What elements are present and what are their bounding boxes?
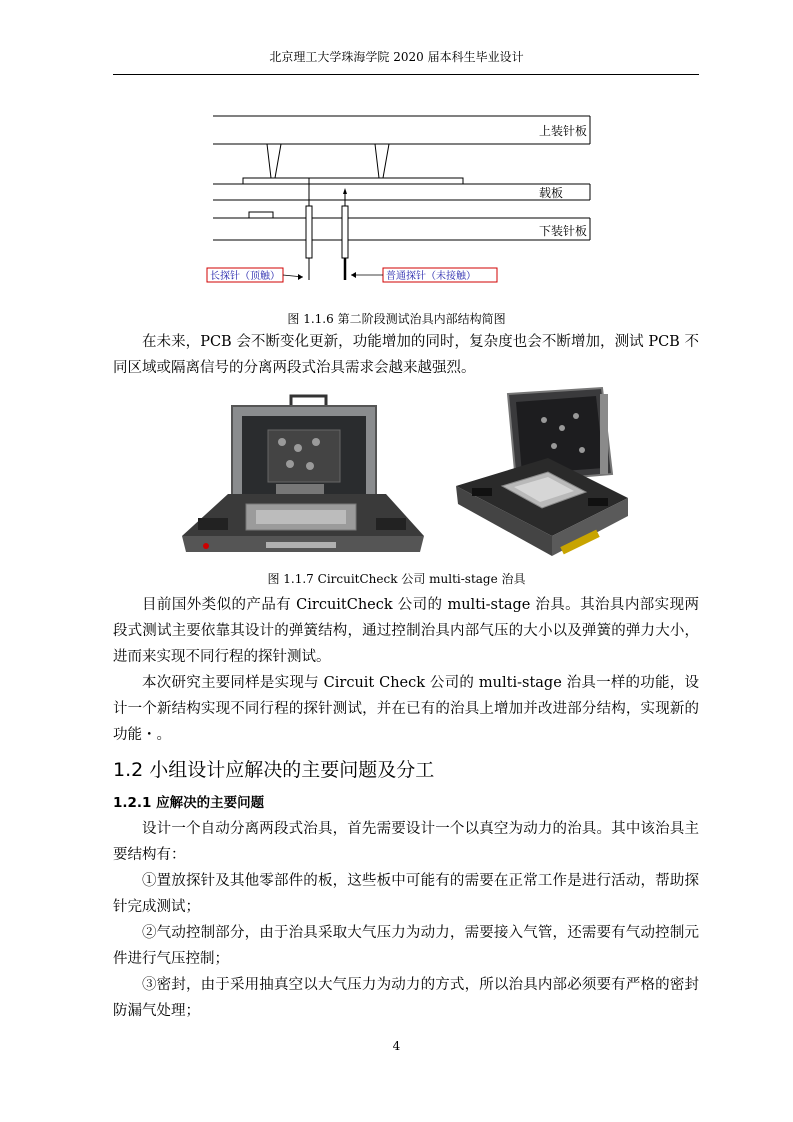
- label-normal-probe: 普通探针（未接触）: [386, 271, 476, 282]
- fixture-structure-diagram: [205, 108, 597, 288]
- paragraph-1: 在未来，PCB 会不断变化更新，功能增加的同时，复杂度也会不断增加，测试 PCB 不同区域或隔离信号的分离两段式治具需求会越来越强烈。: [113, 334, 699, 376]
- paragraph-5: ①置放探针及其他零部件的板，这些板中可能有的需要在正常工作是进行活动，帮助探针完成测试；: [113, 873, 699, 915]
- fixture-photo-right: [452, 386, 632, 562]
- section-heading-1-2: 1.2 小组设计应解决的主要问题及分工: [113, 759, 435, 781]
- label-upper-plate: 上装针板: [539, 124, 588, 138]
- label-long-probe: 长探针（顶触）: [210, 271, 280, 282]
- label-lower-plate: 下装针板: [539, 224, 588, 238]
- figure-1-1-7-caption: 图 1.1.7 CircuitCheck 公司 multi-stage 治具: [267, 572, 526, 586]
- fixture-photo-left: [176, 392, 426, 562]
- paragraph-7: ③密封，由于采用抽真空以大气压力为动力的方式，所以治具内部必须要有严格的密封防漏气处理；: [113, 977, 699, 1019]
- paragraph-2: 目前国外类似的产品有 CircuitCheck 公司的 multi-stage 治具。其治具内部实现两段式测试主要依靠其设计的弹簧结构，通过控制治具内部气压的大小以及弹簧的弹力大小，进而来实现不同行程的探针测试。: [113, 597, 699, 665]
- page-header: 北京理工大学珠海学院 2020 届本科生毕业设计: [269, 50, 524, 64]
- long-probe: [306, 178, 312, 280]
- paragraph-6: ②气动控制部分，由于治具采取大气压力为动力，需要接入气管，还需要有气动控制元件进行气压控制；: [113, 925, 699, 967]
- paragraph-3: 本次研究主要同样是实现与 Circuit Check 公司的 multi-stage 治具一样的功能，设计一个新结构实现不同行程的探针测试，并在已有的治具上增加并改进部分结构，实现新的功能・。: [113, 675, 699, 743]
- section-heading-1-2-1: 1.2.1 应解决的主要问题: [113, 795, 265, 811]
- paragraph-4: 设计一个自动分离两段式治具，首先需要设计一个以真空为动力的治具。其中该治具主要结构有：: [113, 821, 699, 863]
- normal-probe: [342, 188, 348, 280]
- page-number: 4: [392, 1039, 401, 1053]
- header-rule: [113, 74, 699, 75]
- figure-1-1-6-caption: 图 1.1.6 第二阶段测试治具内部结构简图: [287, 312, 506, 326]
- label-carrier-plate: 载板: [539, 186, 564, 200]
